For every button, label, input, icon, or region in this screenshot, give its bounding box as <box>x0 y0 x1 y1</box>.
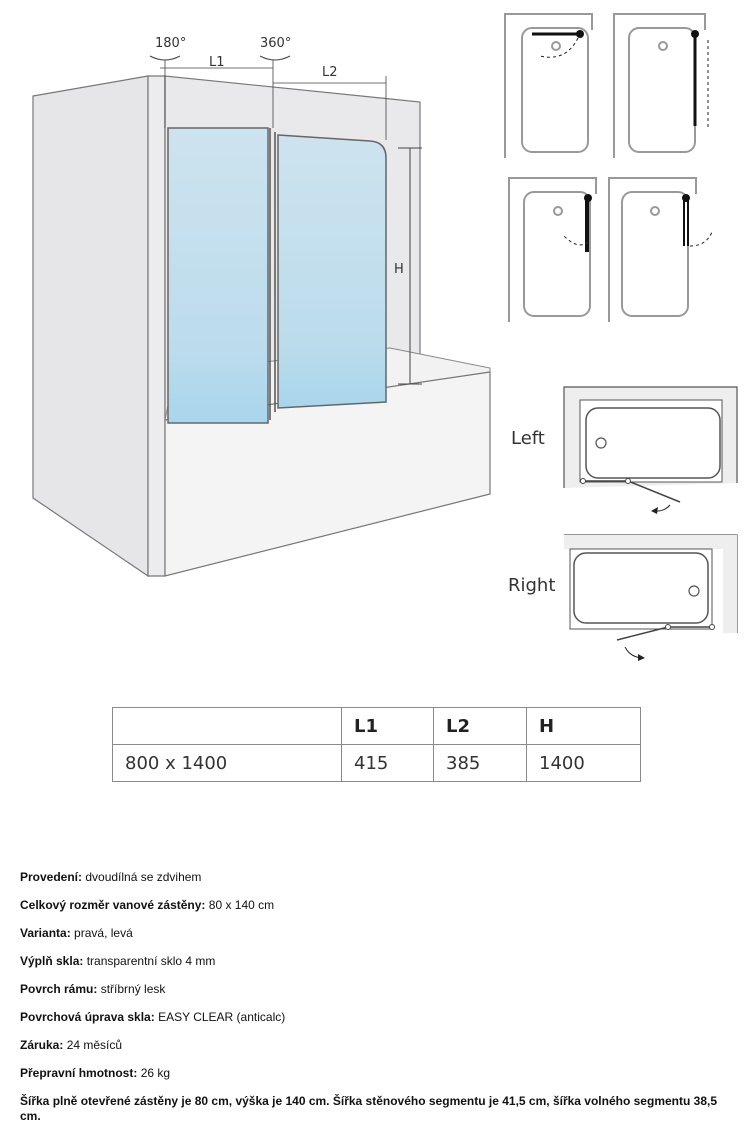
left-variant-plan <box>511 387 737 514</box>
specifications-list <box>20 870 740 1124</box>
variant-label-left: Left <box>511 428 545 449</box>
spec-item <box>20 1010 740 1025</box>
table-header-cell: L2 <box>434 708 527 745</box>
table-header-cell: H <box>527 708 641 745</box>
swing-arcs <box>540 38 712 246</box>
right-variant-plan <box>508 535 737 661</box>
spec-label: Celkový rozměr vanové zástěny: <box>20 898 206 912</box>
dimension-label-l1: L1 <box>209 55 225 70</box>
spec-label: Přepravní hmotnost: <box>20 1066 138 1080</box>
table-header-cell <box>113 708 342 745</box>
rotation-label-360: 360° <box>260 36 292 51</box>
dimension-label-l2: L2 <box>322 65 338 80</box>
glass-panel-fixed <box>168 128 268 423</box>
rotation-label-180: 180° <box>155 36 187 51</box>
spec-item <box>20 1038 740 1053</box>
spec-item <box>20 898 740 913</box>
top-view-variants <box>505 14 705 322</box>
spec-item <box>20 926 740 941</box>
table-header-cell: L1 <box>342 708 434 745</box>
spec-value: dvoudílná se zdvihem <box>85 870 202 884</box>
table-cell: 385 <box>434 745 527 782</box>
table-cell: 800 x 1400 <box>113 745 342 782</box>
table-row <box>113 745 641 782</box>
spec-value: 24 měsíců <box>66 1038 123 1052</box>
table-header-row <box>113 708 641 745</box>
variant-label-right: Right <box>508 575 556 596</box>
spec-label: Provedení: <box>20 870 83 884</box>
dimensions-table <box>112 707 641 782</box>
spec-item <box>20 1066 740 1081</box>
dimension-label-h: H <box>394 262 404 277</box>
spec-value: 26 kg <box>140 1066 171 1080</box>
glass-panel-folding <box>278 135 386 408</box>
table-cell: 1400 <box>527 745 641 782</box>
spec-label: Výplň skla: <box>20 954 84 968</box>
spec-label: Záruka: <box>20 1038 64 1052</box>
spec-value: transparentní sklo 4 mm <box>86 954 216 968</box>
bathtub-screen-illustration <box>33 36 490 576</box>
spec-value: EASY CLEAR (anticalc) <box>158 1010 286 1024</box>
table-cell: 415 <box>342 745 434 782</box>
spec-value: pravá, levá <box>74 926 133 940</box>
spec-label: Povrch rámu: <box>20 982 98 996</box>
spec-item <box>20 870 740 885</box>
spec-item <box>20 982 740 997</box>
spec-label: Varianta: <box>20 926 71 940</box>
spec-value: stříbrný lesk <box>100 982 166 996</box>
dimensions-note: Šířka plně otevřené zástěny je 80 cm, výška je 140 cm. Šířka stěnového segmentu je 41,5 cm, šířka volného segmentu 38,5 cm. <box>20 1094 718 1123</box>
spec-label: Povrchová úprava skla: <box>20 1010 155 1024</box>
spec-item <box>20 954 740 969</box>
spec-value: 80 x 140 cm <box>208 898 275 912</box>
